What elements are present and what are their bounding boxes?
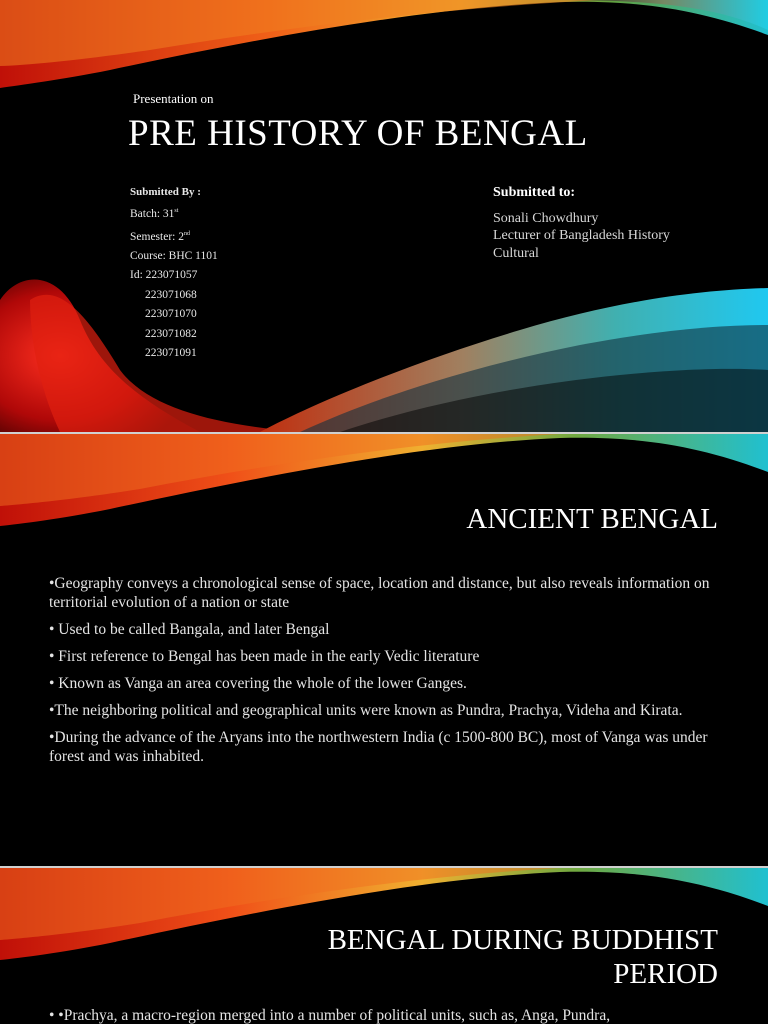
lecturer-role-2: Cultural <box>493 245 539 261</box>
id-item: 223071070 <box>145 308 197 321</box>
submitted-by-header: Submitted By : <box>130 186 201 198</box>
bullet-item: • Used to be called Bangala, and later Bengal <box>49 621 330 638</box>
id-line: Id: 223071057 <box>130 269 198 282</box>
bullet-item: • •Prachya, a macro-region merged into a number of political units, such as, Anga, Pundra, <box>49 1007 611 1024</box>
bullet-item: •During the advance of the Aryans into the northwestern India (c 1500-800 BC), most of Vanga was under forest and was inhabited. <box>49 729 708 765</box>
id-item: 223071091 <box>145 346 197 359</box>
bullet-item: • Known as Vanga an area covering the whole of the lower Ganges. <box>49 675 467 692</box>
semester-line: Semester: 2nd <box>130 230 190 243</box>
slide-title <box>0 0 768 432</box>
submitted-to-header: Submitted to: <box>493 185 576 200</box>
course-line: Course: BHC 1101 <box>130 249 218 262</box>
submitted-to-block <box>493 184 670 262</box>
slide-heading: BENGAL DURING BUDDHIST PERIOD <box>327 924 718 990</box>
lecturer-role: Lecturer of Bangladesh History <box>493 228 670 243</box>
batch-line: Batch: 31st <box>130 208 179 221</box>
lecturer-name: Sonali Chowdhury <box>493 210 599 226</box>
pre-title: Presentation on <box>133 91 214 106</box>
submitted-by-block <box>130 183 218 363</box>
slide-title-heading: PRE HISTORY OF BENGAL <box>128 113 588 154</box>
bullet-item: • First reference to Bengal has been made in the early Vedic literature <box>49 648 480 665</box>
bullet-item: •Geography conveys a chronological sense of space, location and distance, but also reveals information on territorial evolution of a nation or state <box>49 575 710 611</box>
id-item: 223071068 <box>145 288 197 301</box>
slide-ancient-bengal <box>0 434 768 866</box>
bullet-list <box>49 574 729 774</box>
id-item: 223071082 <box>145 327 197 340</box>
slide-heading: ANCIENT BENGAL <box>466 503 718 535</box>
slide-buddhist-period <box>0 868 768 1024</box>
bullet-item: •The neighboring political and geographical units were known as Pundra, Prachya, Videha and Kirata. <box>49 702 683 719</box>
